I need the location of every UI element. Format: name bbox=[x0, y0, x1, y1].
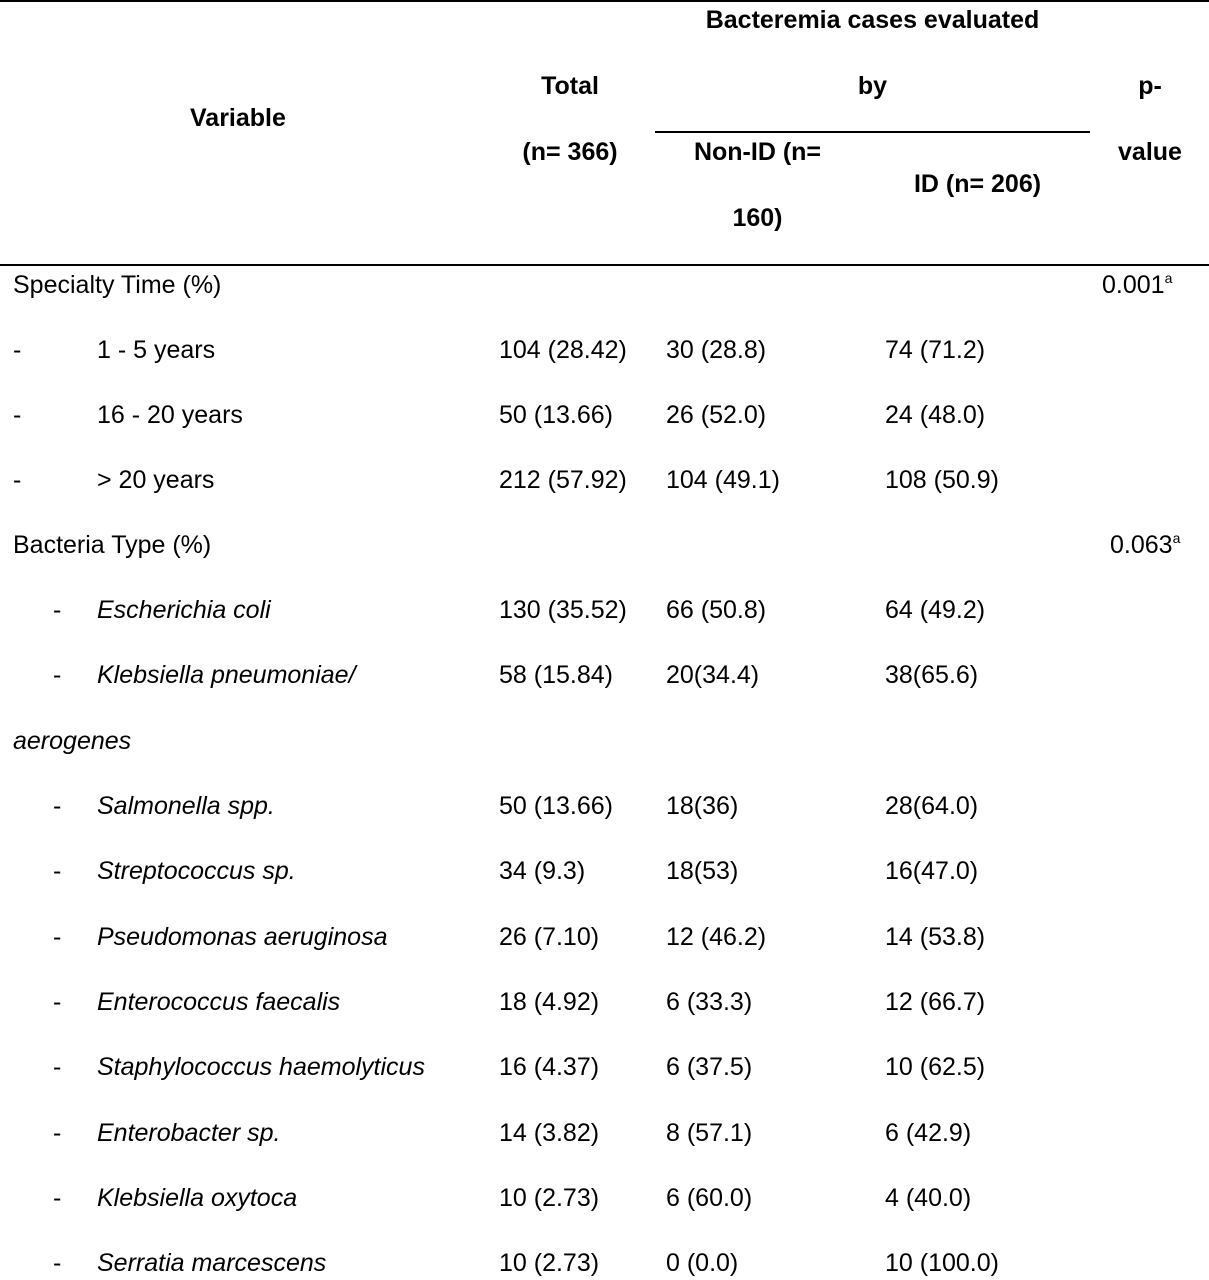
row-id: 74 (71.2) bbox=[885, 336, 986, 364]
row-name: Pseudomonas aeruginosa bbox=[97, 923, 388, 951]
header-bottom-rule bbox=[0, 264, 1209, 266]
row-nonid: 30 (28.8) bbox=[666, 336, 767, 364]
row-dash: - bbox=[53, 1249, 62, 1277]
row-total: 26 (7.10) bbox=[499, 923, 600, 951]
row-name: Klebsiella pneumoniae/ bbox=[97, 661, 356, 689]
pvalue-superscript: a bbox=[1164, 270, 1173, 286]
header-nonid-line1: Non-ID (n= bbox=[693, 138, 822, 166]
section-pvalue bbox=[1102, 270, 1172, 300]
row-total: 50 (13.66) bbox=[499, 401, 613, 429]
row-total: 130 (35.52) bbox=[499, 596, 627, 624]
row-name: Klebsiella oxytoca bbox=[97, 1184, 298, 1212]
header-pvalue-line2: value bbox=[1118, 138, 1182, 166]
header-id: ID (n= 206) bbox=[913, 170, 1042, 198]
pvalue-number: 0.001 bbox=[1102, 271, 1165, 299]
header-pvalue-line1: p- bbox=[1138, 72, 1162, 100]
row-id: 4 (40.0) bbox=[885, 1184, 972, 1212]
row-dash: - bbox=[13, 466, 22, 494]
row-dash: - bbox=[53, 792, 62, 820]
header-variable: Variable bbox=[190, 104, 286, 132]
row-dash: - bbox=[53, 1053, 62, 1081]
row-total: 58 (15.84) bbox=[499, 661, 613, 689]
row-nonid: 8 (57.1) bbox=[666, 1119, 753, 1147]
row-dash: - bbox=[53, 661, 62, 689]
row-id: 108 (50.9) bbox=[885, 466, 999, 494]
section-label: Specialty Time (%) bbox=[13, 271, 222, 299]
row-nonid: 6 (37.5) bbox=[666, 1053, 753, 1081]
section-pvalue bbox=[1110, 530, 1180, 560]
row-name: Salmonella spp. bbox=[97, 792, 275, 820]
row-name: 1 - 5 years bbox=[97, 336, 216, 364]
top-rule bbox=[0, 0, 1209, 2]
section-label: Bacteria Type (%) bbox=[13, 531, 212, 559]
row-nonid: 20(34.4) bbox=[666, 661, 760, 689]
row-total: 18 (4.92) bbox=[499, 988, 600, 1016]
row-id: 14 (53.8) bbox=[885, 923, 986, 951]
row-nonid: 6 (60.0) bbox=[666, 1184, 753, 1212]
row-dash: - bbox=[53, 857, 62, 885]
row-total: 34 (9.3) bbox=[499, 857, 586, 885]
row-id: 24 (48.0) bbox=[885, 401, 986, 429]
row-total: 16 (4.37) bbox=[499, 1053, 600, 1081]
row-name: Enterococcus faecalis bbox=[97, 988, 341, 1016]
row-id: 16(47.0) bbox=[885, 857, 979, 885]
header-group-line2: by bbox=[857, 72, 888, 100]
row-dash: - bbox=[13, 336, 22, 364]
row-name: > 20 years bbox=[97, 466, 215, 494]
row-dash: - bbox=[53, 988, 62, 1016]
row-name: Escherichia coli bbox=[97, 596, 271, 624]
row-dash: - bbox=[53, 1119, 62, 1147]
row-total: 212 (57.92) bbox=[499, 466, 627, 494]
group-rule bbox=[655, 131, 1090, 133]
header-nonid-line2: 160) bbox=[732, 204, 783, 232]
pvalue-superscript: a bbox=[1172, 530, 1181, 546]
row-nonid: 104 (49.1) bbox=[666, 466, 780, 494]
row-dash: - bbox=[53, 923, 62, 951]
row-id: 12 (66.7) bbox=[885, 988, 986, 1016]
row-nonid: 66 (50.8) bbox=[666, 596, 767, 624]
row-name: Enterobacter sp. bbox=[97, 1119, 281, 1147]
row-nonid: 6 (33.3) bbox=[666, 988, 753, 1016]
row-total: 50 (13.66) bbox=[499, 792, 613, 820]
row-nonid: 12 (46.2) bbox=[666, 923, 767, 951]
row-total: 10 (2.73) bbox=[499, 1184, 600, 1212]
header-group-line1: Bacteremia cases evaluated bbox=[705, 6, 1040, 34]
row-id: 64 (49.2) bbox=[885, 596, 986, 624]
row-dash: - bbox=[53, 596, 62, 624]
row-name: 16 - 20 years bbox=[97, 401, 243, 429]
row-name: Serratia marcescens bbox=[97, 1249, 327, 1277]
row-id: 28(64.0) bbox=[885, 792, 979, 820]
row-id: 10 (100.0) bbox=[885, 1249, 999, 1277]
row-name: Staphylococcus haemolyticus bbox=[97, 1053, 425, 1081]
row-name: Streptococcus sp. bbox=[97, 857, 296, 885]
row-nonid: 18(53) bbox=[666, 857, 739, 885]
pvalue-number: 0.063 bbox=[1110, 531, 1173, 559]
row-name-continuation: aerogenes bbox=[13, 727, 132, 755]
row-id: 6 (42.9) bbox=[885, 1119, 972, 1147]
row-id: 38(65.6) bbox=[885, 661, 979, 689]
header-total-line1: Total bbox=[541, 72, 599, 100]
row-nonid: 0 (0.0) bbox=[666, 1249, 739, 1277]
row-nonid: 18(36) bbox=[666, 792, 739, 820]
row-total: 10 (2.73) bbox=[499, 1249, 600, 1277]
row-dash: - bbox=[13, 401, 22, 429]
row-id: 10 (62.5) bbox=[885, 1053, 986, 1081]
row-total: 14 (3.82) bbox=[499, 1119, 600, 1147]
row-dash: - bbox=[53, 1184, 62, 1212]
row-nonid: 26 (52.0) bbox=[666, 401, 767, 429]
header-total-line2: (n= 366) bbox=[522, 138, 618, 166]
row-total: 104 (28.42) bbox=[499, 336, 627, 364]
